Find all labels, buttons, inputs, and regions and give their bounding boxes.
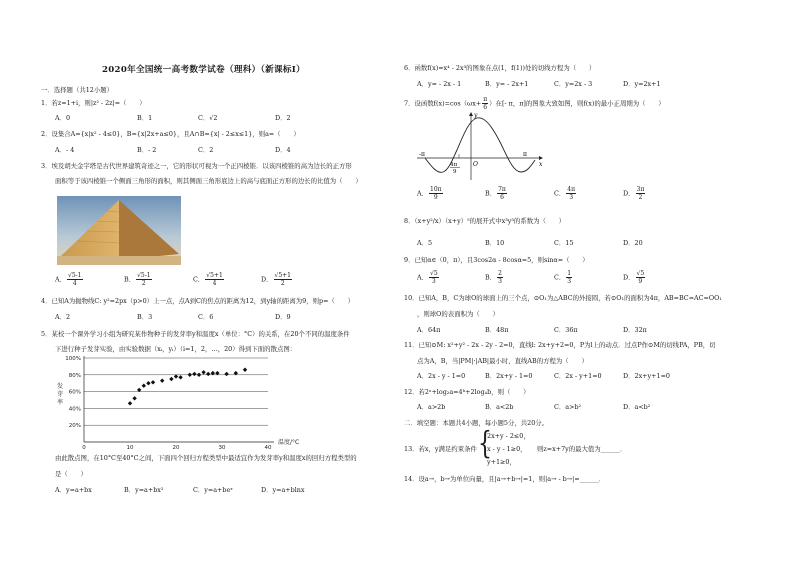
q10-option-a: A．64π [417,326,441,334]
chart-x-axis-label: 温度/°C [278,439,300,446]
q1-option-c: C．√2 [198,114,218,122]
q11-option-d: D．2x+y+1=0 [623,372,670,380]
question-8: 8．（x+y²/x）（x+y）⁵的展开式中x³y³的系数为（ ） [404,217,566,225]
q9-option-d: D． $\frac{√5}{9}$ [623,270,645,285]
q10-option-d: D．32π [623,326,647,334]
question-11-line-1: 11．已知⊙M: x²+y² - 2x - 2y - 2=0，直线l: 2x+y+2=0，P为l上的动点．过点P作⊙M的切线PA，PB，切 [404,341,716,349]
question-3-line-1: 3．埃及胡夫金字塔是古代世界建筑奇迹之一，它的形状可视为一个正四棱锥．以该四棱锥的高为边长的正方形 [41,162,352,170]
q9-option-b: B． $\frac{2}{3}$ [485,270,502,285]
chart-y-tick-label: 40% [68,406,81,413]
question-3-line-2: 面积等于该四棱锥一个侧面三角形的面积，则其侧面三角形底边上的高与底面正方形的边长的比值为（ ） [55,177,362,185]
q6-option-a: A．y= - 2x - 1 [417,80,462,88]
q7-option-c: C． $\frac{4\pi}{3}$ [554,186,576,201]
q4-option-b: B．3 [137,313,153,321]
q5-option-b: B．y=a+bx² [124,486,164,494]
question-5-line-3: 由此散点图，在10°C至40°C之间，下面四个回归方程类型中最适宜作为发芽率y和温度x的回归方程类型的 [55,454,357,462]
question-1: 1．若z=1+i，则|z² - 2z|=（ ） [41,99,146,107]
q11-option-a: A．2x - y - 1=0 [417,372,466,380]
q1-option-d: D．2 [275,114,291,122]
question-5-line-2: 下进行种子发芽实验，由实验数据（xᵢ，yᵢ）（i=1，2，…，20）得到下面的散点图： [55,345,297,353]
chart-data-point [132,396,136,400]
q12-option-b: B．a<2b [485,403,514,411]
q13-condition-2: x - y - 1≥0， [487,445,527,453]
chart-x-tick-label: 40 [264,445,272,451]
chart-data-point [243,368,247,372]
q3-option-c: C． $\frac{√5+1}{4}$ [193,272,223,287]
chart-x-tick-label: 30 [218,445,226,451]
chart-y-axis-label: 率 [56,399,64,406]
question-5-line-1: 5．某校一个课外学习小组为研究某作物种子的发芽率y和温度x（单位：°C）的关系，在20个不同的温度条件 [41,330,350,338]
chart-data-point [128,401,132,405]
chart-x-tick-label: 20 [172,445,180,451]
q8-option-c: C．15 [554,239,574,247]
cosine-curve [425,118,535,173]
graph-label-pi: π [523,151,527,158]
q6-option-c: C．y=2x - 3 [554,80,593,88]
q7-option-d: D． $\frac{3\pi}{2}$ [623,186,645,201]
q9-option-a: A． $\frac{√5}{3}$ [417,270,438,285]
graph-label-mark-num: 4π [450,162,458,168]
q8-option-b: B．10 [485,239,505,247]
q12-option-a: A．a>2b [417,403,446,411]
q3-option-a: A． $\frac{√5-1}{4}$ [55,272,82,287]
graph-label-origin: O [473,161,478,168]
q3-option-b: B． $\frac{√5-1}{2}$ [124,272,151,287]
question-9: 9．已知α∈（0，π），且3cos2α - 8cosα=5，则sinα=（ ） [404,256,589,264]
q2-option-d: D．4 [275,146,291,154]
q10-option-c: C．36π [554,326,578,334]
chart-data-point [201,370,205,374]
q9-option-c: C． $\frac{1}{3}$ [554,270,572,285]
chart-y-axis-label: 发 [56,383,64,390]
chart-data-point [142,384,146,388]
section-heading-choice: 一．选择题（共12小题） [41,86,114,94]
q1-option-a: A．0 [55,114,71,122]
q2-option-b: B．- 2 [137,146,157,154]
graph-label-neg-pi: -π [419,151,425,158]
question-6: 6．函数f(x)=x⁴ - 2x³的图象在点(1，f(1))处的切线方程为（ ） [404,64,596,72]
chart-data-point [151,380,155,384]
q11-option-c: C．2x - y+1=0 [554,372,602,380]
chart-x-tick-label: 10 [126,445,134,451]
chart-y-axis-label: 芽 [56,391,64,398]
chart-y-tick-label: 80% [68,372,81,379]
chart-data-point [146,381,150,385]
q7-option-a: A． $\frac{10\pi}{9}$ [417,186,442,201]
chart-data-point [169,377,173,381]
q4-option-a: A．2 [55,313,71,321]
chart-data-point [206,372,210,376]
question-10-line-2: ，则球O的表面积为（ ） [417,310,499,318]
chart-y-tick-label: 100% [65,356,81,362]
q10-option-b: B．48π [485,326,509,334]
graph-label-mark-den: 9 [453,169,457,175]
question-14: 14．设a→，b→为单位向量，且|a→+b→|=1，则|a→ - b→|=______． [404,475,606,483]
chart-data-point [192,372,196,376]
question-4: 4．已知A为抛物线C: y²=2px（p>0）上一点，点A到C的焦点的距离为12，到y轴的距离为9，则p=（ ） [41,297,354,305]
scatter-chart [40,352,320,452]
chart-data-point [224,372,228,376]
section-heading-fill: 二．填空题：本题共4小题，每小题5分，共20分。 [404,419,549,427]
chart-data-point [188,373,192,377]
chart-data-point [160,378,164,382]
question-7: 7．设函数f(x)=cos（ωx+ $\frac{\pi}{6}$ ）在[- π，π]的图象大致如图，则f(x)的最小正周期为（ ） [404,96,665,111]
q6-option-b: B．y= - 2x+1 [485,80,529,88]
q12-option-c: C．a>b² [554,403,582,411]
q5-option-a: A．y=a+bx [55,486,92,494]
q7-option-b: B． $\frac{7\pi}{6}$ [485,186,506,201]
q13-condition-1: 2x+y - 2≤0， [487,432,530,440]
q8-option-d: D．20 [623,239,643,247]
page-title: 2020年全国统一高考数学试卷（理科）（新课标Ⅰ） [102,65,306,75]
q2-option-a: A．- 4 [55,146,75,154]
question-12: 12．若2ᵃ+log₂a=4ᵇ+2log₄b，则（ ） [404,388,530,396]
q5-option-d: D．y=a+blnx [261,486,305,494]
q4-option-d: D．9 [275,313,291,321]
q13-condition-3: y+1≥0， [487,458,516,466]
question-11-line-2: 点为A，B，当|PM|·|AB|最小时，直线AB的方程为（ ） [417,357,588,365]
chart-data-point [178,375,182,379]
q3-option-d: D． $\frac{√5+1}{2}$ [261,272,292,287]
q12-option-d: D．a<b² [623,403,651,411]
q1-option-b: B．1 [137,114,153,122]
question-13-prefix: 13．若x，y满足约束条件 [404,445,477,453]
question-10-line-1: 10．已知A，B，C为球O的球面上的三个点，⊙O₁为△ABC的外接圆，若⊙O₁的面积为4π，AB=BC=AC=OO₁ [404,294,722,302]
q5-option-c: C．y=a+beˣ [193,486,233,494]
q8-option-a: A．5 [417,239,433,247]
question-13-suffix: 则z=x+7y的最大值为______． [537,445,627,453]
q11-option-b: B．2x+y - 1=0 [485,372,533,380]
q2-option-c: C．2 [198,146,214,154]
q6-option-d: D．y=2x+1 [623,80,661,88]
question-2: 2．设集合A={x|x² - 4≤0}，B={x|2x+a≤0}，且A∩B={x| - 2≤x≤1}，则a=（ ） [41,130,300,138]
graph-label-x: x [539,161,543,168]
question-5-line-4: 是（ ） [55,470,87,478]
graph-label-y: y [474,112,478,119]
constraint-brace: { [478,426,492,462]
q4-option-c: C．6 [198,313,214,321]
chart-y-tick-label: 20% [68,423,81,430]
chart-y-tick-label: 60% [68,389,81,396]
pyramid-photo [57,196,181,265]
chart-x-tick-label: 0 [82,445,86,451]
chart-data-point [197,373,201,377]
cosine-graph [415,110,545,182]
